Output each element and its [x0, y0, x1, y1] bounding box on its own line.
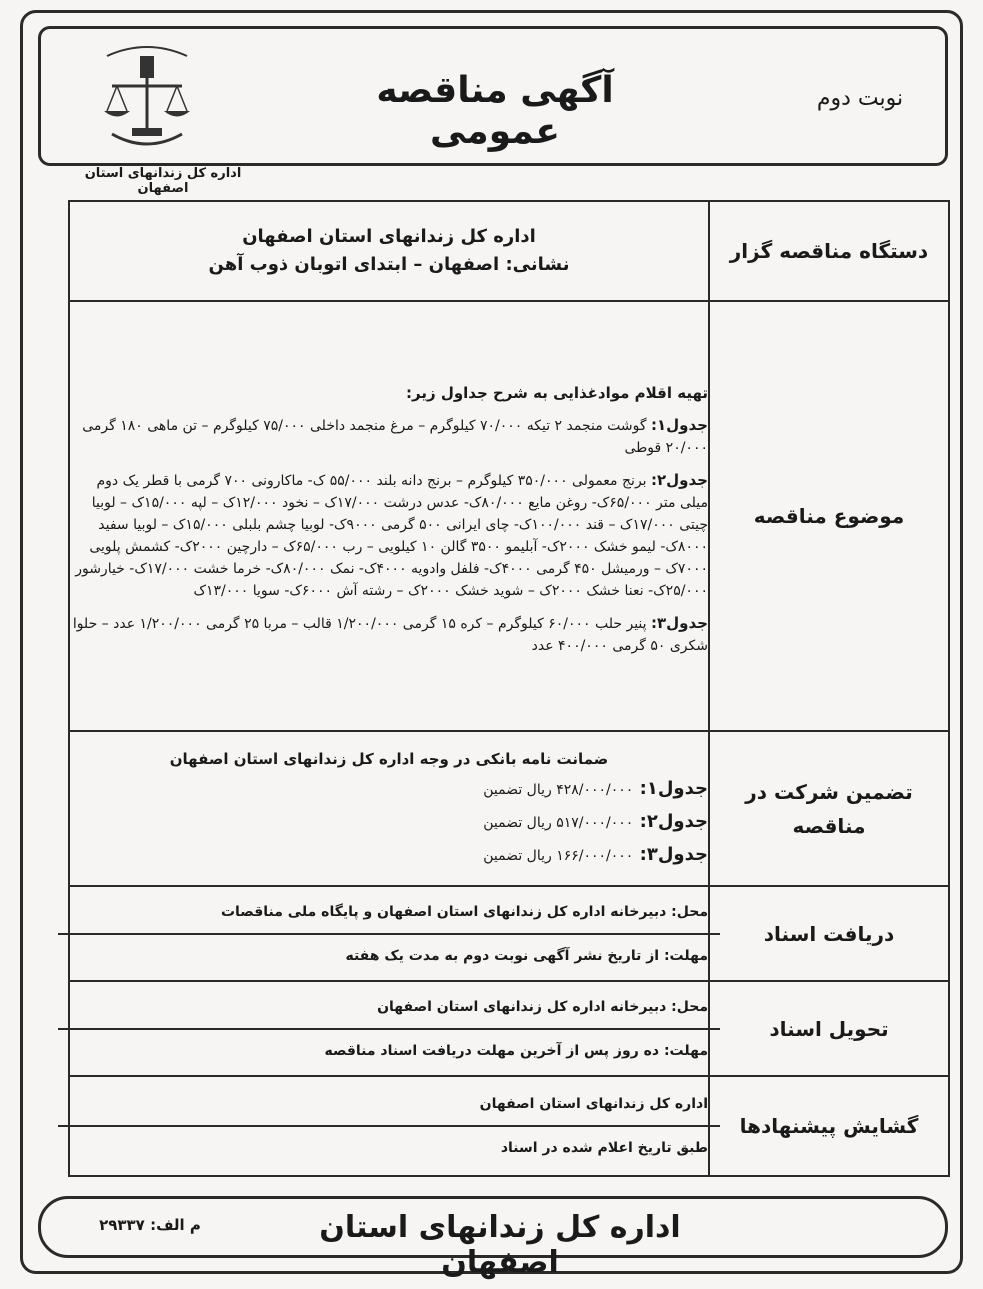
organizer-address: نشانی: اصفهان – ابتدای اتوبان ذوب آهن: [208, 254, 570, 275]
guarantee-amount: ۵۱۷/۰۰۰/۰۰۰ ریال تضمین: [483, 815, 634, 831]
guarantee-table-label: جدول۲:: [639, 811, 708, 832]
subject-label: موضوع مناقصه: [709, 301, 949, 731]
guarantee-amount: ۴۲۸/۰۰۰/۰۰۰ ریال تضمین: [483, 782, 634, 798]
opening-content: [69, 1076, 709, 1176]
deliver-label: تحویل اسناد: [709, 981, 949, 1076]
guarantee-row: [70, 806, 708, 839]
organizer-name: اداره کل زندانهای استان اصفهان: [242, 226, 536, 247]
guarantee-label-line-1: تضمین شرکت در: [745, 779, 913, 804]
receive-place: محل: دبیرخانه اداره کل زندانهای استان اصفهان و پایگاه ملی مناقصات: [220, 903, 708, 920]
subject-content: [69, 301, 709, 731]
footer-title: اداره کل زندانهای استان اصفهان: [319, 1210, 681, 1280]
footer-code: م الف: ۲۹۳۳۷: [99, 1216, 201, 1234]
guarantee-row: [70, 773, 708, 806]
notice-title: آگهی مناقصه عمومی: [376, 70, 614, 152]
receive-label: دریافت اسناد: [709, 886, 949, 981]
organizer-label: دستگاه مناقصه گزار: [709, 201, 949, 301]
emblem-caption: اداره کل زندانهای استان اصفهان: [84, 166, 242, 196]
deliver-content: [69, 981, 709, 1076]
guarantee-title: ضمانت نامه بانکی در وجه اداره کل زندانهای استان اصفهان: [169, 750, 609, 768]
deliver-place: محل: دبیرخانه اداره کل زندانهای استان اصفهان: [377, 998, 708, 1015]
organizer-content: [69, 201, 709, 301]
subject-intro: تهیه اقلام موادغذایی به شرح جداول زیر:: [406, 383, 708, 402]
guarantee-table-label: جدول۳:: [639, 844, 708, 865]
table-1-description: [70, 414, 708, 459]
table-1-text: گوشت منجمد ۲ تیکه ۷۰/۰۰۰ کیلوگرم – مرغ منجمد داخلی ۷۵/۰۰۰ کیلوگرم – تن ماهی ۱۸۰ گرمی ۲۰/۰۰۰ قوطی: [82, 417, 708, 456]
table-3-text: پنیر حلب ۶۰/۰۰۰ کیلوگرم – کره ۱۵ گرمی ۱/۲۰۰/۰۰۰ قالب – مربا ۲۵ گرمی ۱/۲۰۰/۰۰۰ عدد – حلوا شکری ۵۰ گرمی ۴۰۰/۰۰۰ عدد: [72, 615, 708, 654]
table-2-label: جدول۲:: [651, 470, 708, 489]
guarantee-content: [69, 731, 709, 886]
publication-round: نوبت دوم: [816, 86, 904, 111]
tender-details-table: [68, 200, 950, 1177]
table-2-text: برنج معمولی ۳۵۰/۰۰۰ کیلوگرم – برنج دانه بلند ۵۵/۰۰۰ ک- ماکارونی ۷۰۰ گرمی با قطر یک دوم میلی متر ۶۵/۰۰۰ک- روغن مایع ۸۰/۰۰۰ک- عدس درشت ۱۷/۰۰۰ک – نخود ۱۲/۰۰۰ک – لپه ۱۵/۰۰۰ک – لوبیا چیتی ۱۷/۰۰۰ک – قند ۱۰۰/۰۰۰ک- چای ایرانی ۵۰۰ گرمی ۹۰۰۰ک- لوبیا چشم بلبلی ۱۵/۰۰۰ک – لوبیا سفید ۸۰۰۰ک- لیمو خشک ۲۰۰۰ک- آبلیمو ۳۵۰۰ گالن ۱۰ کیلویی – رب ۶۵/۰۰۰ک – دارچین ۲۰۰۰ک- کشمش پلویی ۷۰۰۰ک – ورمیشل ۴۵۰ گرمی ۴۰۰۰ک- فلفل وادویه ۴۰۰۰ک- نمک ۸۰/۰۰۰ک- خرما خشت ۱۷/۰۰۰ک- خیارشور ۲۵/۰۰۰ک- نعنا خشک ۲۰۰۰ک – شوید خشک ۲۰۰۰ک – رشته آش ۶۰۰۰ک- سویا ۱۳/۰۰۰ک: [75, 472, 708, 599]
guarantee-label: [709, 731, 949, 886]
deliver-deadline: مهلت: ده روز پس از آخرین مهلت دریافت اسناد مناقصه: [324, 1042, 708, 1059]
opening-label: گشایش پیشنهادها: [709, 1076, 949, 1176]
receive-content: [69, 886, 709, 981]
guarantee-label-line-2: مناقصه: [792, 813, 866, 838]
prison-emblem-icon: [92, 36, 202, 156]
table-2-description: [70, 469, 708, 602]
guarantee-table-label: جدول۱:: [639, 778, 708, 799]
table-3-label: جدول۳:: [651, 613, 708, 632]
guarantee-amount: ۱۶۶/۰۰۰/۰۰۰ ریال تضمین: [483, 848, 634, 864]
opening-date: طبق تاریخ اعلام شده در اسناد: [500, 1140, 708, 1156]
receive-deadline: مهلت: از تاریخ نشر آگهی نوبت دوم به مدت یک هفته: [345, 947, 708, 964]
guarantee-row: [70, 839, 708, 872]
opening-place: اداره کل زندانهای استان اصفهان: [479, 1096, 708, 1112]
table-1-label: جدول۱:: [651, 415, 708, 434]
table-3-description: [70, 612, 708, 657]
